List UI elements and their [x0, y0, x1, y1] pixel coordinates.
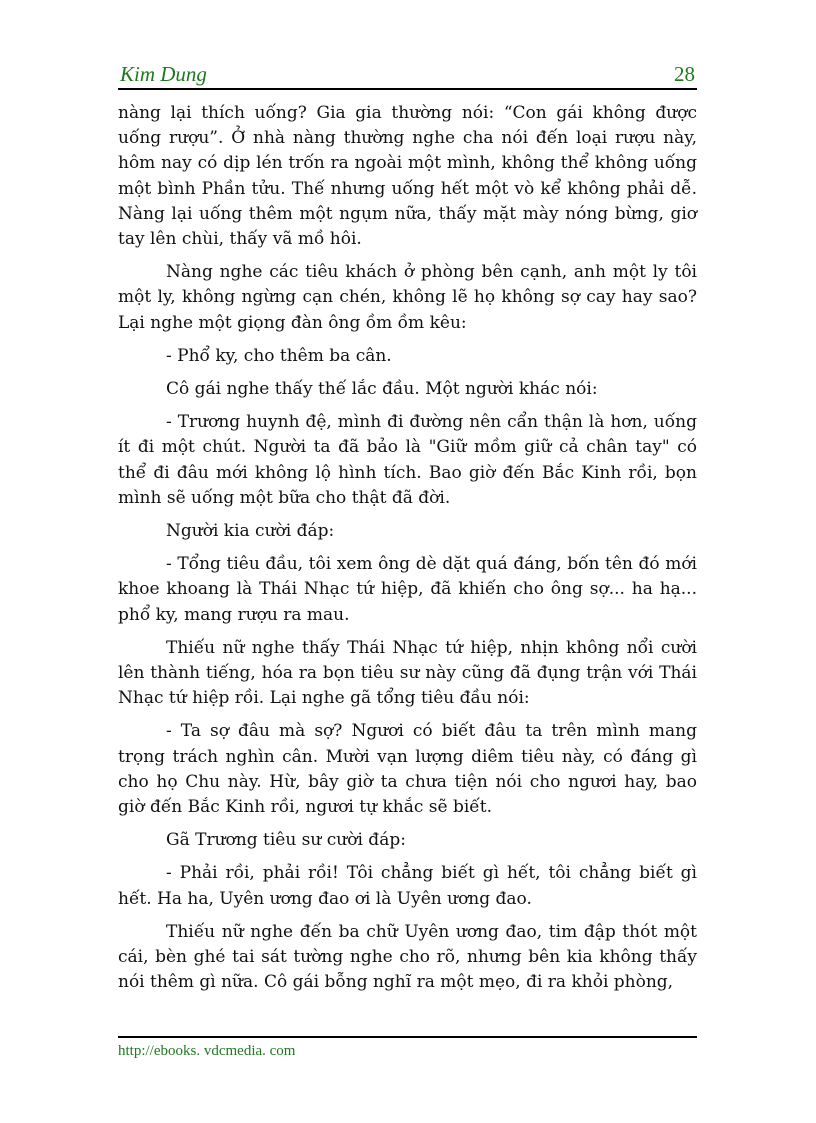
paragraph: Người kia cười đáp:: [166, 521, 335, 542]
paragraph: - Trương huynh đệ, mình đi đường nên cẩn thận là hơn, uống ít đi một chút. Người ta đã bảo là "Giữ mồm giữ cả chân tay" có thể đi đâu mới không lộ hình tích. Bao giờ đến Bắc Kinh rồi, bọn mình sẽ uống một bữa cho thật đã đời.: [118, 412, 697, 508]
footer-rule: [118, 1036, 697, 1038]
paragraph: nàng lại thích uống? Gia gia thường nói: “Con gái không được uống rượu”. Ở nhà nàng thường nghe cha nói đến loại rượu này, hôm nay có dịp lén trốn ra ngoài một mình, không thể không uống một bình Phần tửu. Thế nhưng uống hết một vò kể không phải dễ. Nàng lại uống thêm một ngụm nữa, thấy mặt mày nóng bừng, giơ tay lên chùi, thấy vã mồ hôi.: [118, 103, 697, 250]
paragraph: Nàng nghe các tiêu khách ở phòng bên cạnh, anh một ly tôi một ly, không ngừng cạn chén, không lẽ họ không sợ cay hay sao? Lại nghe một giọng đàn ông ồm ồm kêu:: [118, 262, 697, 333]
paragraph: - Ta sợ đâu mà sợ? Ngươi có biết đâu ta trên mình mang trọng trách nghìn cân. Mười vạn lượng diêm tiêu này, có đáng gì cho họ Chu này. Hừ, bây giờ ta chưa tiện nói cho ngươi hay, bao giờ đến Bắc Kinh rồi, ngươi tự khắc sẽ biết.: [118, 721, 697, 818]
footer-url[interactable]: http://ebooks. vdcmedia. com: [118, 1043, 296, 1059]
paragraph: - Phải rồi, phải rồi! Tôi chẳng biết gì hết, tôi chẳng biết gì hết. Ha ha, Uyên ương đao ơi là Uyên ương đao.: [118, 863, 697, 909]
paragraph: Gã Trương tiêu sư cười đáp:: [166, 830, 406, 851]
page-body: [118, 101, 697, 1004]
paragraph: - Phổ ky, cho thêm ba cân.: [166, 345, 392, 366]
page-header: [118, 60, 697, 88]
header-author: Kim Dung: [120, 62, 207, 86]
paragraph: Thiếu nữ nghe thấy Thái Nhạc tứ hiệp, nhịn không nổi cười lên thành tiếng, hóa ra bọn tiêu sư này cũng đã đụng trận với Thái Nhạc tứ hiệp rồi. Lại nghe gã tổng tiêu đầu nói:: [118, 637, 697, 709]
header-rule: [118, 88, 697, 90]
page-number: 28: [674, 62, 695, 86]
paragraph: - Tổng tiêu đầu, tôi xem ông dè dặt quá đáng, bốn tên đó mới khoe khoang là Thái Nhạc tứ hiệp, đã khiến cho ông sợ... ha hạ... phổ ky, mang rượu ra mau.: [118, 554, 697, 625]
paragraph: Cô gái nghe thấy thế lắc đầu. Một người khác nói:: [166, 379, 598, 400]
paragraph: Thiếu nữ nghe đến ba chữ Uyên ương đao, tim đập thót một cái, bèn ghé tai sát tường nghe cho rõ, nhưng bên kia không thấy nói thêm gì nữa. Cô gái bỗng nghĩ ra một mẹo, đi ra khỏi phòng,: [118, 921, 697, 993]
